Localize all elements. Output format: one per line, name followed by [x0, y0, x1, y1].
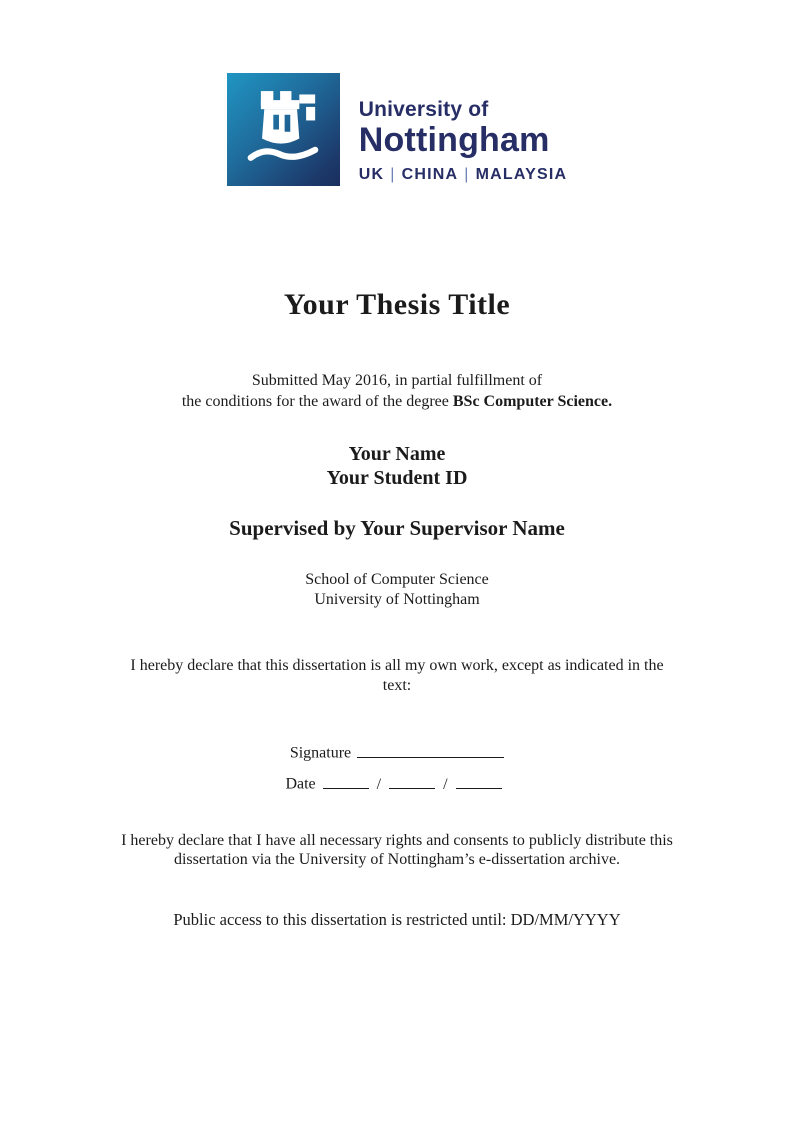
tagline-china: CHINA: [401, 166, 459, 183]
supervisor-line: Supervised by Your Supervisor Name: [229, 516, 565, 541]
date-separator: /: [443, 775, 448, 793]
castle-icon: [227, 73, 340, 186]
date-label: Date: [285, 775, 316, 793]
institution-block: [0, 570, 794, 609]
author-name: Your Name: [348, 442, 446, 465]
tagline-uk: UK: [358, 166, 385, 183]
school-name: School of Computer Science: [305, 571, 489, 589]
date-row: [0, 774, 794, 794]
brand-name: [359, 73, 568, 183]
brand-line2: Nottingham: [358, 121, 550, 159]
own-work-declaration: [0, 656, 794, 695]
signature-line: [357, 743, 504, 758]
pipe-separator: |: [464, 166, 470, 183]
date-month-line: [389, 774, 435, 789]
university-name: University of Nottingham: [314, 590, 480, 608]
distribution-declaration-line1: I hereby declare that I have all necessary rights and consents to publicly distribute this: [121, 831, 673, 849]
own-work-declaration-line2: text:: [382, 676, 412, 694]
submission-line2: [0, 392, 794, 413]
distribution-declaration: [0, 831, 794, 870]
date-separator: /: [376, 775, 382, 793]
thesis-title: Your Thesis Title: [283, 288, 511, 321]
own-work-declaration-line1: I hereby declare that this dissertation is all my own work, except as indicated in the: [130, 657, 664, 675]
pipe-separator: |: [390, 166, 396, 183]
author-block: [0, 442, 794, 491]
nottingham-logo: [0, 73, 794, 186]
student-id: Your Student ID: [326, 466, 468, 489]
tagline-malaysia: MALAYSIA: [475, 166, 568, 183]
brand-line1: University of: [358, 98, 489, 121]
degree-name: BSc Computer Science.: [452, 392, 613, 410]
submission-line1: Submitted May 2016, in partial fulfillment of: [251, 372, 543, 389]
date-year-line: [456, 774, 502, 789]
submission-note: [0, 371, 794, 413]
distribution-declaration-line2: dissertation via the University of Nottingham’s e-dissertation archive.: [173, 851, 621, 869]
submission-line2-prefix: the conditions for the award of the degree: [181, 392, 449, 410]
signature-row: [0, 743, 794, 763]
restriction-note: Public access to this dissertation is restricted until: DD/MM/YYYY: [173, 909, 621, 929]
signature-label: Signature: [289, 745, 352, 763]
date-day-line: [323, 774, 369, 789]
brand-tagline: [359, 167, 568, 183]
